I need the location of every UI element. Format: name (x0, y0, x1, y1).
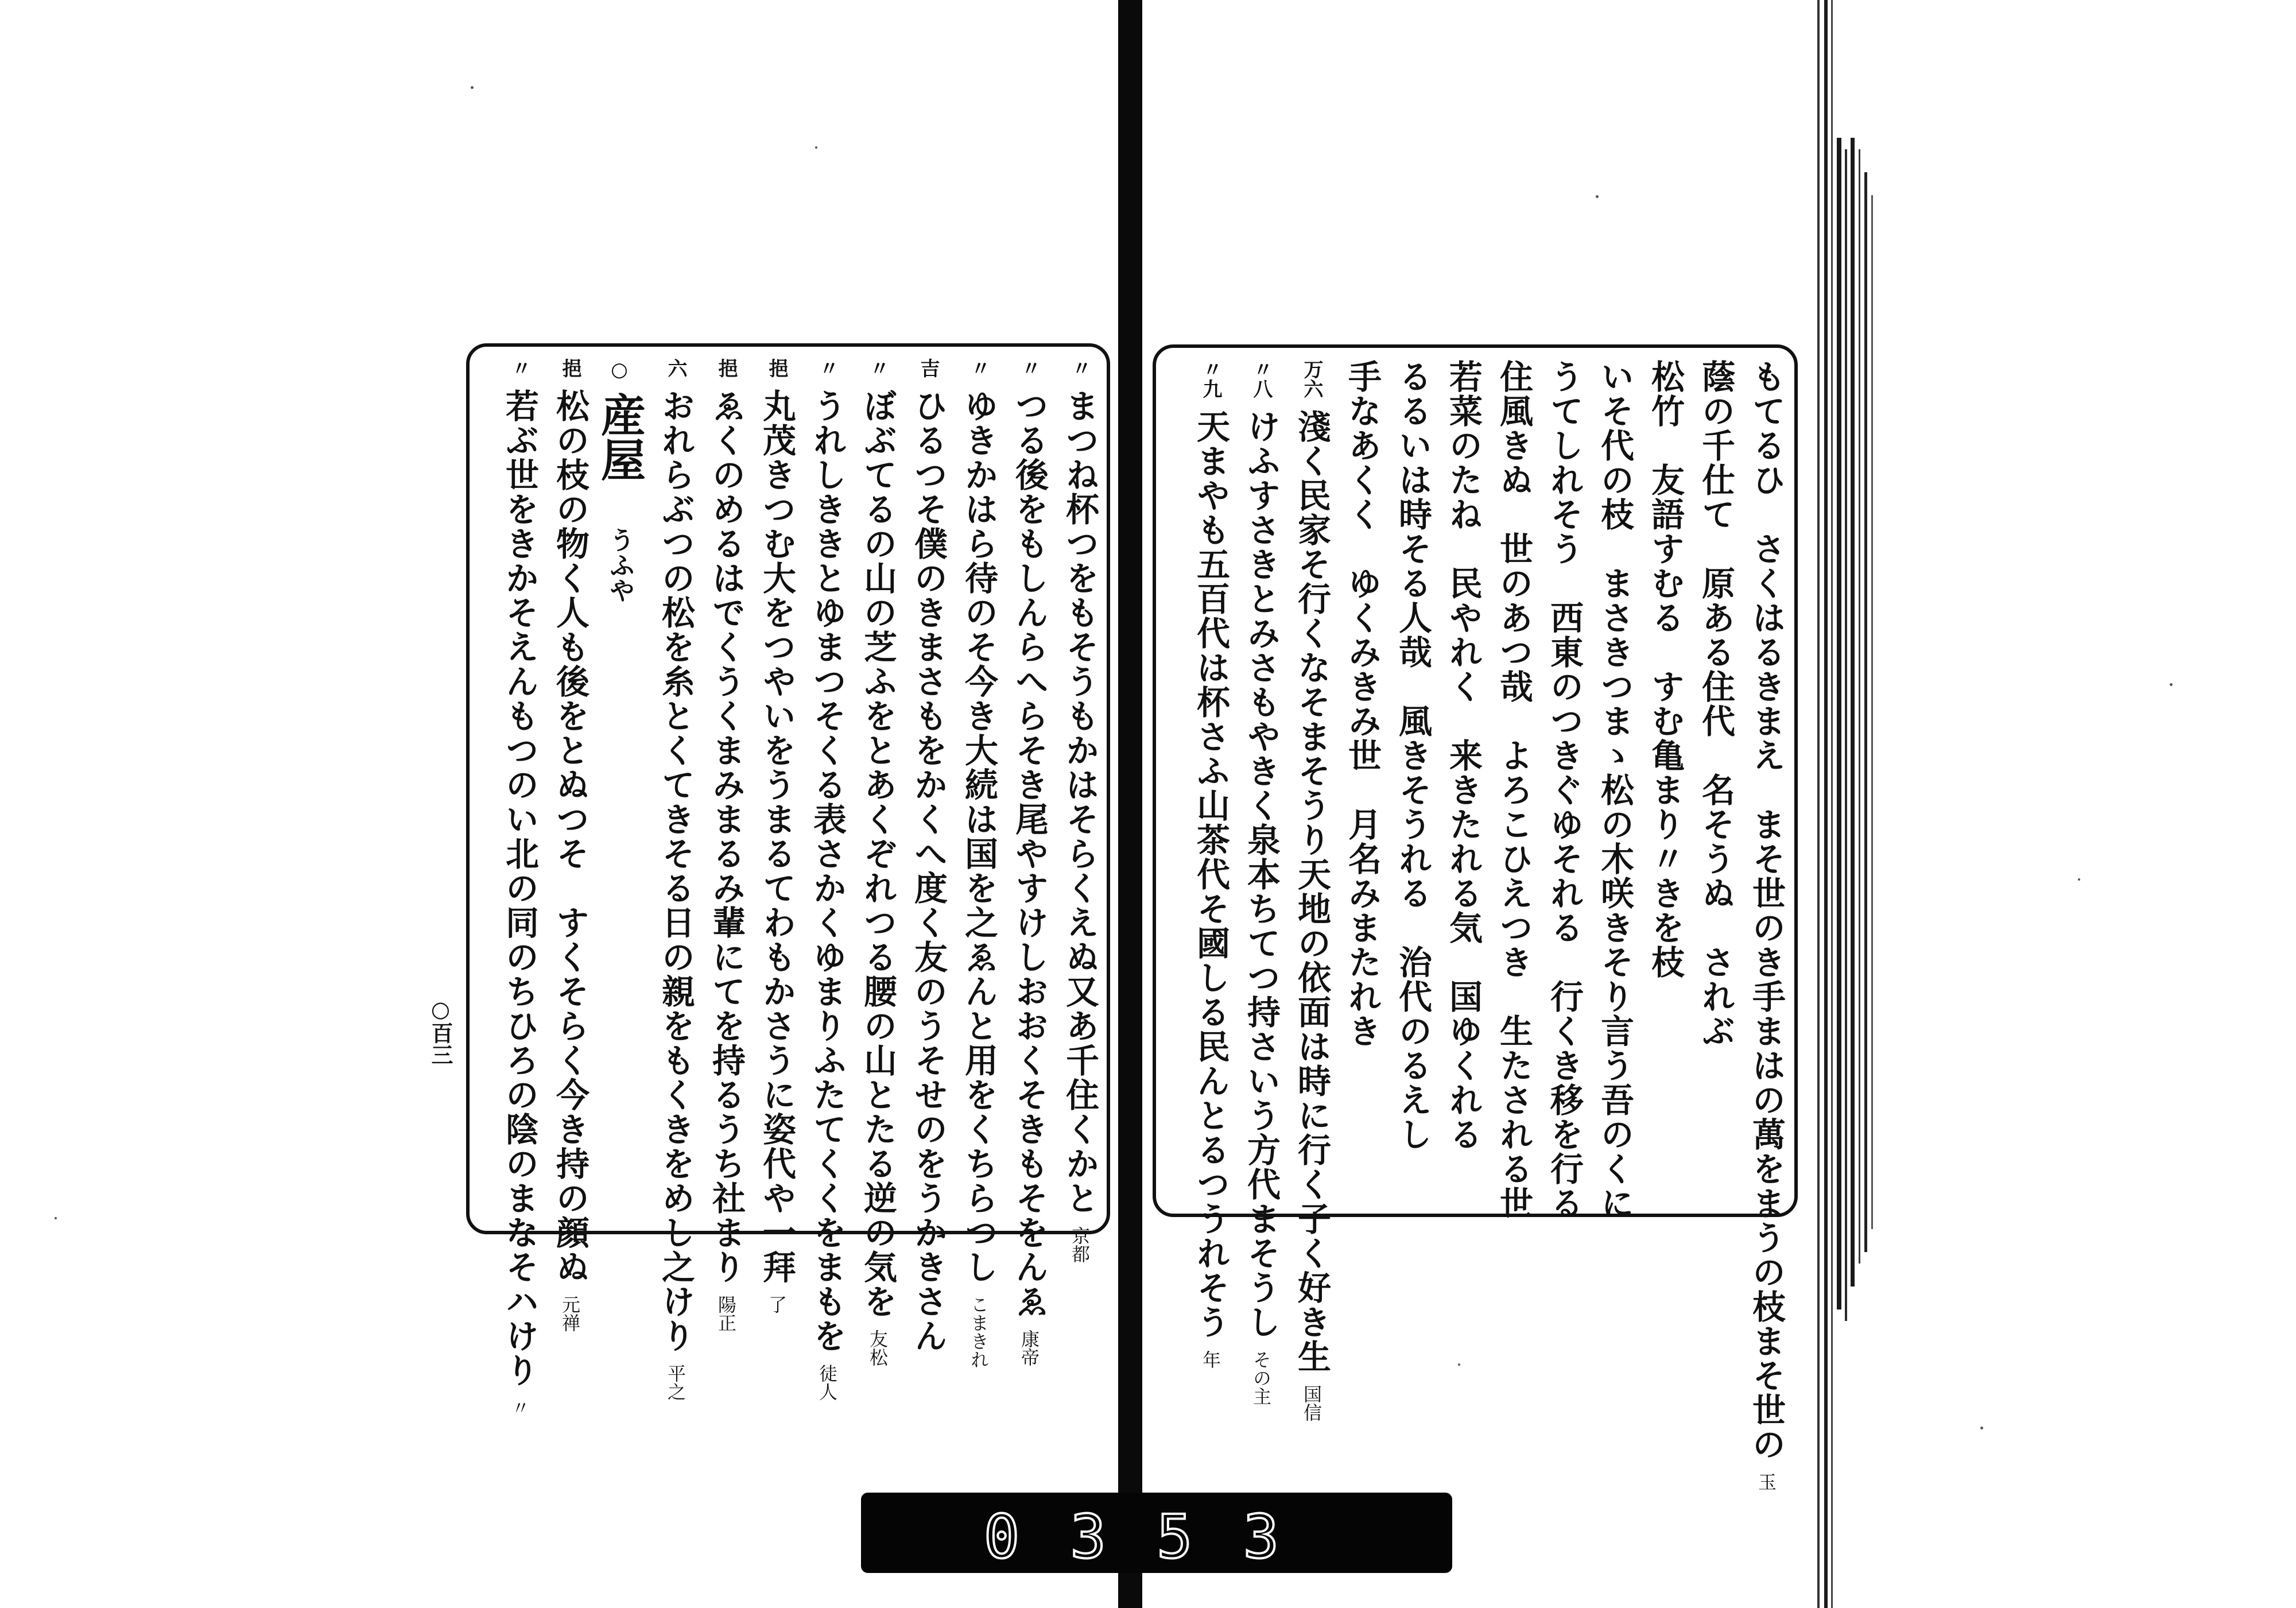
text-column (550, 358, 589, 1332)
verse-text: 松の枝の物く人も後をとぬつそ すくそらく今き持の顔ぬ (550, 389, 589, 1284)
verse-text: 手なあくく ゆくみきみ世 月名みまたれき (1343, 359, 1382, 1048)
verse-text: 若菜のたね 民やれく 来きたれる気 国ゆくれる (1444, 359, 1483, 1152)
verse-text: けふすさきとみさもやきく泉本ちてつ持さいう方代まそうし (1242, 409, 1281, 1339)
author-note: こまきれ (968, 1295, 990, 1369)
text-column (757, 358, 796, 1313)
section-reading: うふや (605, 527, 634, 603)
verse-marker: 挹 (765, 358, 788, 378)
text-column (707, 358, 746, 1332)
verse-text: ゑくのめるはでくうくまみまるみ輩にてを持るうち社まり (707, 389, 746, 1284)
author-note: 年 (1200, 1350, 1221, 1369)
text-column (1191, 359, 1230, 1369)
verse-marker: 六 (664, 358, 687, 378)
scan-speck (815, 146, 817, 149)
author-note: その主 (1250, 1350, 1272, 1405)
author-note: 〃 (509, 1398, 530, 1417)
verse-text: 丸茂きつむ大をつやいをうまるてわもかさうに姿代や一拜 (757, 389, 796, 1284)
verse-marker: 〃 (816, 358, 839, 378)
frame-number: 0353 (983, 1502, 1330, 1572)
verse-text: 松竹 友語すむる すむ亀まり〃きを枝 (1646, 359, 1685, 979)
author-note: 了 (766, 1295, 788, 1313)
text-column (1010, 358, 1049, 1366)
section-heading: 産屋 (594, 392, 646, 482)
verse-marker: 〃 (508, 358, 531, 378)
verse-marker: 〃八 (1250, 359, 1273, 398)
verse-text: ゆきかはら待のそ今き大続は国を之ゑんと用をくちらつし (959, 389, 998, 1284)
verse-text: 若ぶ世をきかそえんもつのい北の同のちひろの陰のまなそハけり (500, 389, 539, 1388)
verse-text: 淺く民家そ行くなそまそうり天地の依面は時に行く子く好き生 (1292, 409, 1331, 1374)
text-column (1646, 359, 1685, 1202)
author-note: 平之 (665, 1364, 687, 1401)
verse-marker: 〃九 (1199, 359, 1222, 398)
verse-marker: 万六 (1300, 359, 1323, 398)
verse-marker: 挹 (715, 358, 738, 378)
verse-marker: 〃 (1068, 358, 1091, 378)
left-page-frame (466, 343, 1110, 1417)
text-column (1747, 359, 1786, 1491)
text-column (1545, 359, 1584, 1220)
verse-text: もてるひ さくはるきまえ まそ世のき手まはの萬をまうの枝まそ世の (1747, 359, 1786, 1462)
text-column (1444, 359, 1483, 1202)
scan-speck (2078, 878, 2080, 881)
verse-text: おれらぶつの松を糸とくてきそる日の親をもくきをめし之けり (656, 389, 695, 1353)
verse-text: 蔭の千仕て 原ある住代 名そうぬ されぶ (1696, 359, 1735, 1048)
text-column (1292, 359, 1331, 1421)
verse-text: 天まやも五百代は杯さふ山茶代そ國しる民んとるつうれそう (1191, 409, 1230, 1339)
verse-text: 住風きぬ 世のあつ哉 よろこひえつき 生たされる世 (1494, 359, 1533, 1220)
section-heading-column (594, 358, 646, 1219)
verse-text: つる後をもしんらへらそき尾やすけしおおくそきもそをんゑ (1010, 389, 1049, 1319)
author-note: 国信 (1301, 1385, 1322, 1421)
text-column (858, 358, 897, 1366)
scan-speck (55, 1217, 57, 1219)
page-edge-stack (1814, 0, 1877, 1608)
book-binding-strip (1118, 0, 1142, 1608)
verse-marker: 挹 (559, 358, 581, 378)
text-column (1060, 358, 1099, 1263)
frame-number-plate (861, 1493, 1452, 1573)
author-note: 玉 (1755, 1473, 1777, 1491)
verse-text: うてしれそう 西東のつきぐゆそれる 行くき移を行る (1545, 359, 1584, 1220)
verse-text: まつね杯つをもそうもかはそらくえぬ又あ千住くかと (1060, 389, 1099, 1215)
verse-text: ひるつそ僕のきまさもをかくへ度く友のうそせのをうかきさん (909, 389, 948, 1353)
verse-marker: 〃 (967, 358, 990, 378)
right-page-frame (1153, 344, 1798, 1491)
verse-text: るるいは時そる人哉 風きそうれる 治代のるえし (1393, 359, 1432, 1152)
text-column (1696, 359, 1735, 1202)
verse-text: ぼぶてるの山の芝ふをとあくぞれつる腰の山とたる逆の気を (858, 389, 897, 1319)
text-column (959, 358, 998, 1369)
scan-speck (1980, 1427, 1983, 1429)
author-note: 元禅 (559, 1295, 581, 1332)
scan-speck (2170, 683, 2173, 686)
verse-text: うれしききとゆまつそくる表さかくゆまりふたてくくをまもを (808, 389, 847, 1353)
verse-text: いそ代の枝 まさきつまゝ松の木咲きそり言う吾のくに (1595, 359, 1634, 1220)
text-column (656, 358, 695, 1401)
author-note: 徒人 (816, 1364, 838, 1401)
text-column (1393, 359, 1432, 1202)
text-column (1242, 359, 1281, 1405)
section-marker: ○ (608, 358, 631, 381)
verse-marker: 〃 (866, 358, 889, 378)
author-note: 京都 (1069, 1226, 1091, 1263)
author-note: 康帝 (1018, 1330, 1040, 1366)
scan-speck (1596, 195, 1599, 198)
scan-speck (1458, 1363, 1460, 1366)
text-column (909, 358, 948, 1353)
author-note: 陽正 (715, 1295, 737, 1332)
text-column (1595, 359, 1634, 1220)
scan-speck (471, 86, 474, 89)
text-column (808, 358, 847, 1401)
text-column (1343, 359, 1382, 1202)
text-column (500, 358, 539, 1417)
text-column (1494, 359, 1533, 1220)
verse-marker: 〃 (1018, 358, 1041, 378)
author-note: 友松 (867, 1330, 889, 1366)
verse-marker: 吉 (917, 358, 940, 378)
page-number: ○百三 (428, 996, 453, 1065)
